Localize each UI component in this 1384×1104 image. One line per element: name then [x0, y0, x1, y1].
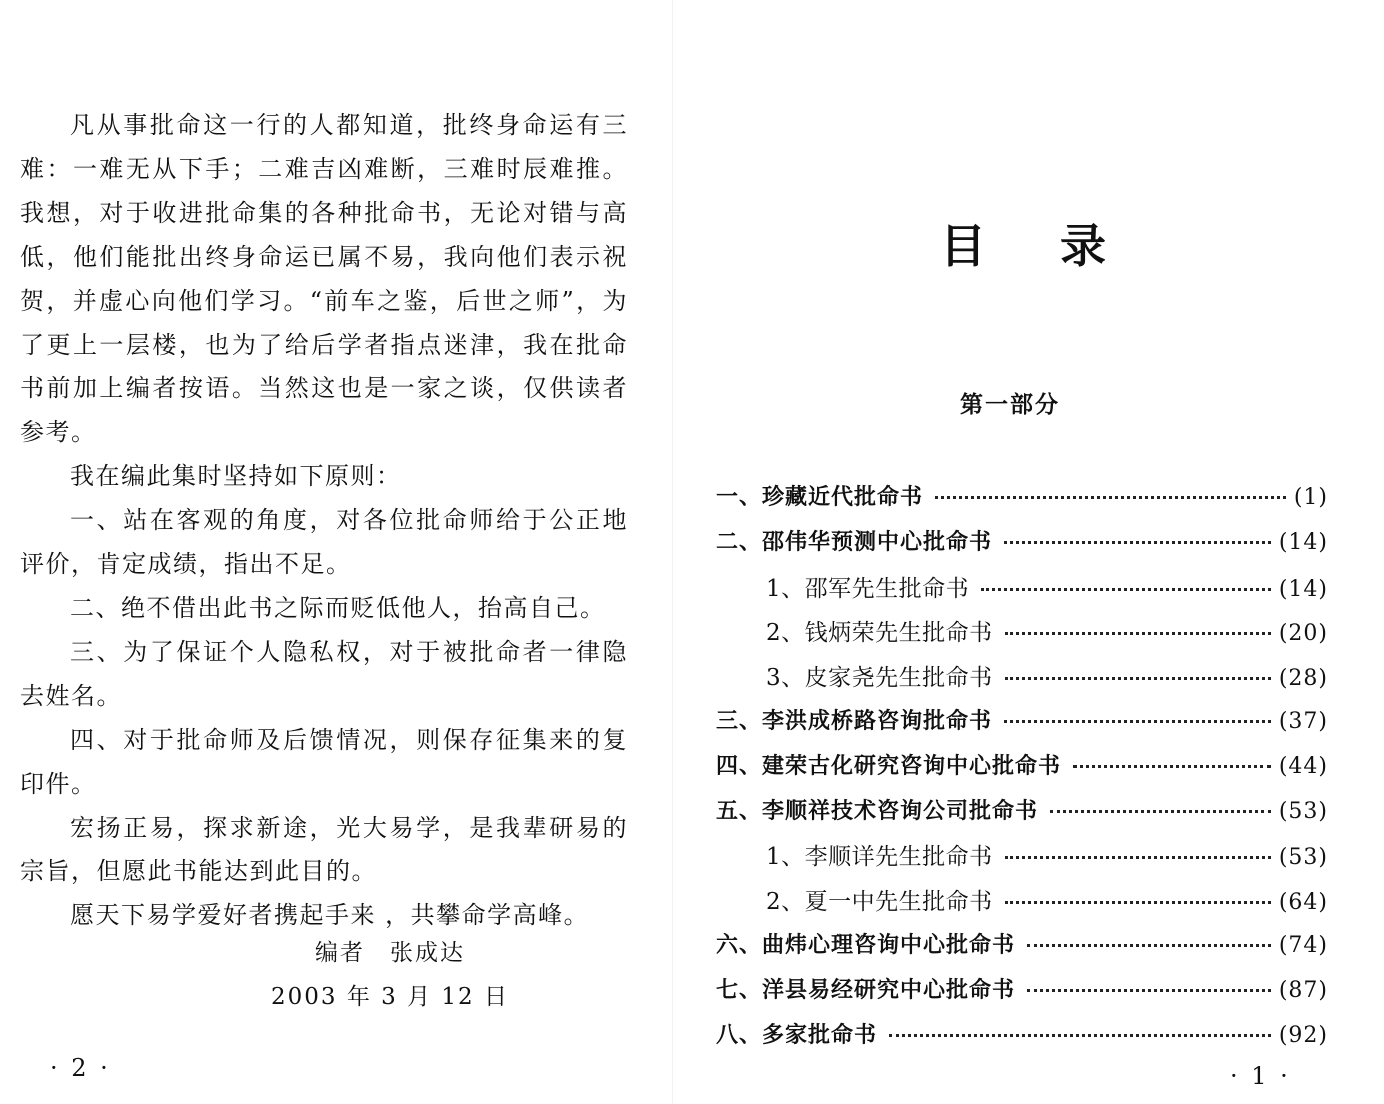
toc-entry[interactable]: [716, 1018, 1328, 1063]
toc-dot-leader: [981, 588, 1271, 591]
principle-paragraph: 三、为了保证个人隐私权，对于被批命者一律隐去姓名。: [20, 637, 628, 710]
toc-entry-label: 2、夏一中先生批命书: [766, 889, 993, 916]
toc-subentry[interactable]: [716, 614, 1328, 659]
toc-dot-leader: [935, 496, 1286, 499]
toc-dot-leader: [1027, 944, 1271, 947]
toc-part-heading: 第一部分: [960, 391, 1060, 418]
toc-entry[interactable]: [716, 704, 1328, 749]
toc-subentry[interactable]: [716, 883, 1328, 928]
toc-entry-page: (28): [1278, 666, 1328, 692]
table-of-contents: [716, 480, 1328, 1062]
toc-dot-leader: [1004, 541, 1271, 544]
toc-entry-page: (37): [1278, 708, 1328, 734]
contents-page: [690, 0, 1384, 1104]
toc-dot-leader: [1050, 810, 1271, 813]
preface-page: [0, 0, 660, 1104]
editor-signature: 编者 张成达: [315, 940, 465, 966]
toc-entry-label: 七、洋县易经研究中心批命书: [716, 977, 1016, 1003]
toc-entry-label: 1、邵军先生批命书: [766, 575, 970, 602]
toc-entry-page: (64): [1278, 890, 1328, 916]
preface-text: [20, 104, 628, 938]
page-number-left: · 2 ·: [50, 1054, 111, 1082]
toc-entry-label: 三、李洪成桥路咨询批命书: [716, 708, 993, 734]
toc-entry-page: (1): [1293, 485, 1328, 510]
toc-entry[interactable]: [716, 480, 1328, 525]
toc-subentry[interactable]: [716, 659, 1328, 704]
toc-entry-label: 二、邵伟华预测中心批命书: [716, 529, 993, 555]
toc-entry-page: (14): [1278, 576, 1328, 602]
toc-entry-page: (53): [1278, 845, 1328, 871]
principle-paragraph: 一、站在客观的角度，对各位批命师给于公正地评价，肯定成绩，指出不足。: [20, 506, 628, 579]
toc-entry-page: (53): [1278, 798, 1328, 824]
toc-title: 目录: [940, 219, 1180, 273]
toc-entry-page: (20): [1278, 621, 1328, 647]
toc-entry[interactable]: [716, 525, 1328, 570]
toc-entry-page: (44): [1278, 753, 1328, 779]
principle-paragraph: 二、绝不借出此书之际而贬低他人，抬高自己。: [70, 593, 606, 622]
toc-dot-leader: [1073, 765, 1271, 768]
preface-date: 2003 年 3 月 12 日: [271, 984, 509, 1010]
toc-dot-leader: [1005, 632, 1271, 635]
toc-entry-label: 五、李顺祥技术咨询公司批命书: [716, 798, 1039, 824]
toc-entry-label: 3、皮家尧先生批命书: [766, 665, 993, 692]
toc-dot-leader: [1004, 720, 1271, 723]
preface-paragraph: 凡从事批命这一行的人都知道，批终身命运有三难：一难无从下手；二难吉凶难断，三难时辰难推。我想，对于收进批命集的各种批命书，无论对错与高低，他们能批出终身命运已属不易，我向他们表示祝贺，并虚心向他们学习。“前车之鉴，后世之师”，为了更上一层楼，也为了给后学者指点迷津，我在批命书前加上编者按语。当然这也是一家之谈，仅供读者参考。: [20, 111, 628, 447]
toc-dot-leader: [1005, 856, 1271, 859]
toc-dot-leader: [1027, 989, 1271, 992]
toc-entry[interactable]: [716, 794, 1328, 839]
toc-dot-leader: [1005, 901, 1271, 904]
toc-entry-label: 2、钱炳荣先生批命书: [766, 620, 993, 647]
toc-entry[interactable]: [716, 749, 1328, 794]
toc-dot-leader: [1005, 677, 1271, 680]
toc-entry-label: 八、多家批命书: [716, 1022, 878, 1048]
toc-entry[interactable]: [716, 928, 1328, 973]
toc-entry-label: 一、珍藏近代批命书: [716, 485, 924, 510]
toc-entry-label: 六、曲炜心理咨询中心批命书: [716, 932, 1016, 958]
preface-paragraph: 愿天下易学爱好者携起手来 ，共攀命学高峰。: [70, 901, 590, 930]
toc-subentry[interactable]: [716, 570, 1328, 615]
toc-entry-label: 1、李顺详先生批命书: [766, 844, 993, 871]
toc-entry-page: (74): [1278, 932, 1328, 958]
preface-paragraph: 宏扬正易，探求新途，光大易学，是我辈研易的宗旨，但愿此书能达到此目的。: [20, 813, 628, 886]
toc-dot-leader: [889, 1034, 1271, 1037]
toc-entry[interactable]: [716, 973, 1328, 1018]
page-number-right: · 1 ·: [1230, 1062, 1291, 1090]
toc-entry-page: (14): [1278, 529, 1328, 555]
principle-paragraph: 四、对于批命师及后馈情况，则保存征集来的复印件。: [20, 725, 628, 798]
toc-entry-label: 四、建荣古化研究咨询中心批命书: [716, 753, 1062, 779]
toc-entry-page: (87): [1278, 977, 1328, 1003]
book-spine: [672, 0, 673, 1104]
toc-entry-page: (92): [1278, 1022, 1328, 1048]
toc-subentry[interactable]: [716, 838, 1328, 883]
preface-paragraph: 我在编此集时坚持如下原则：: [70, 462, 402, 491]
